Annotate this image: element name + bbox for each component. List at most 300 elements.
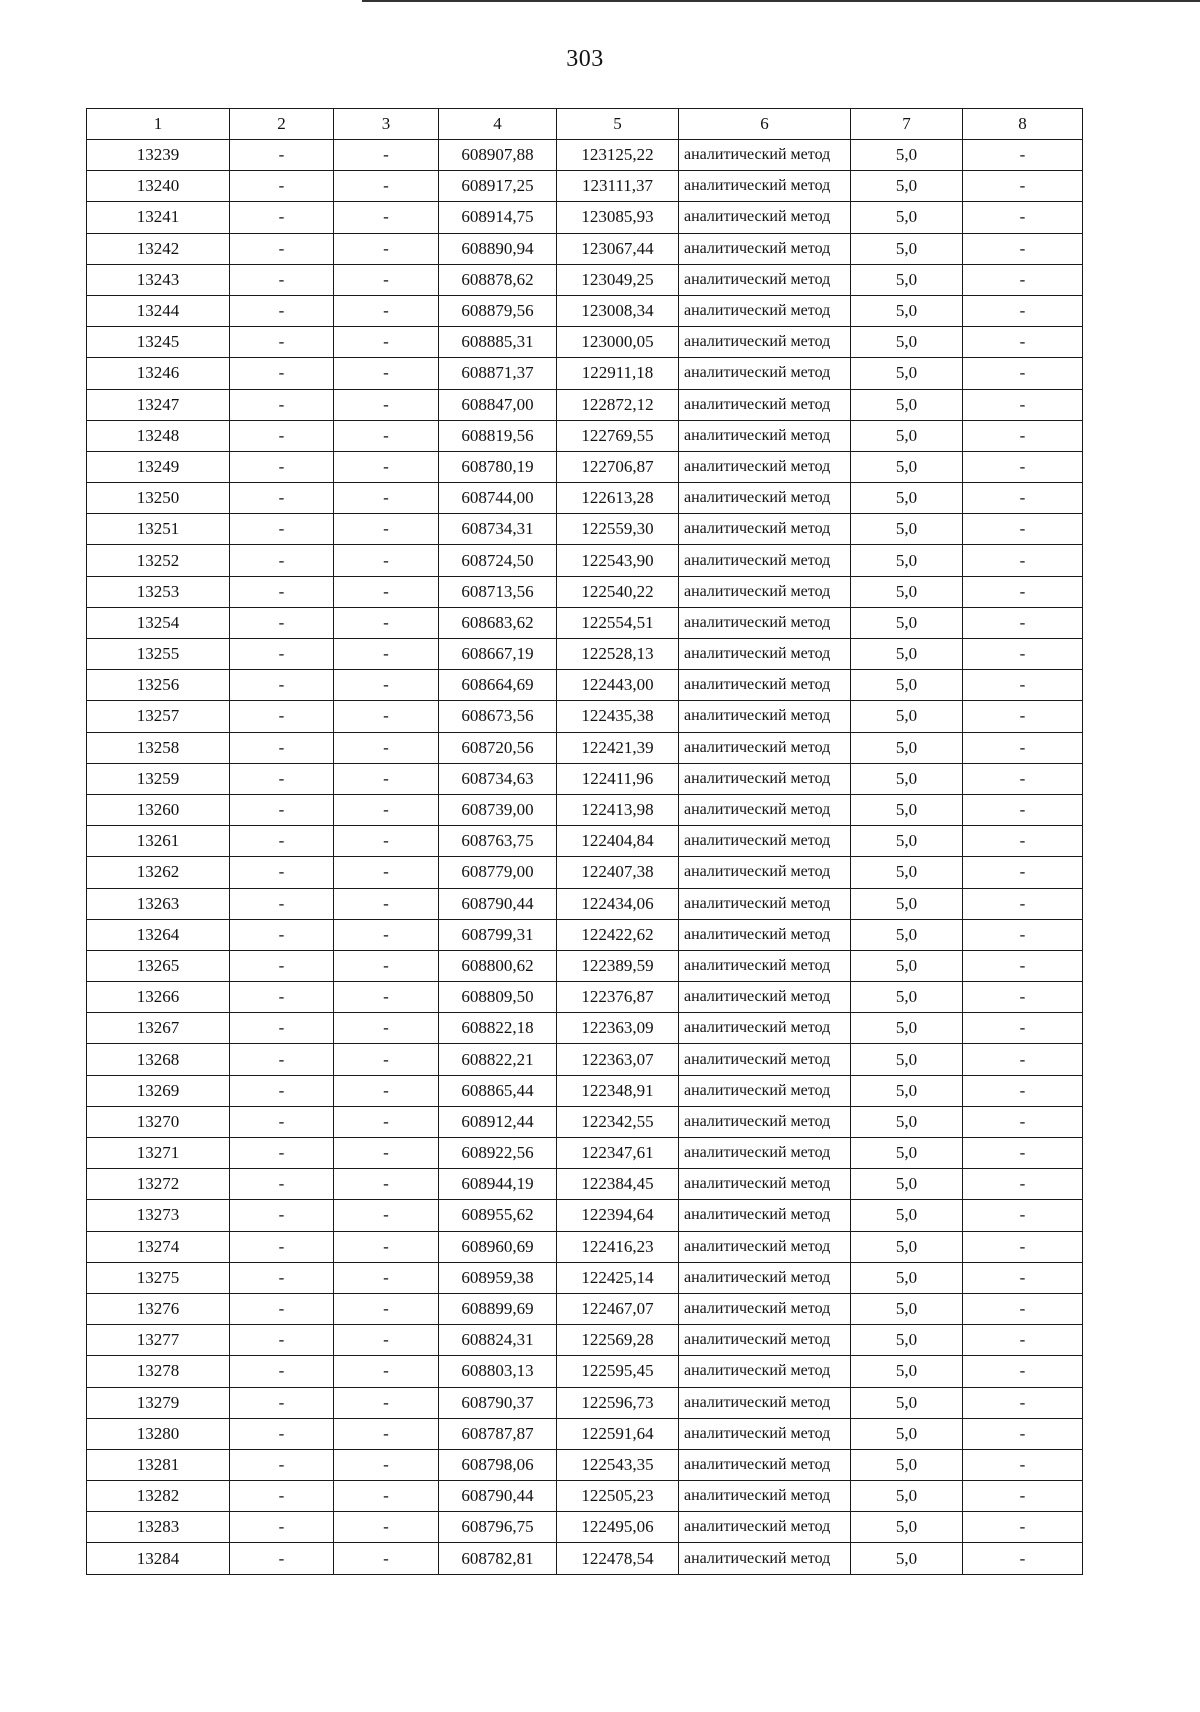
method-cell: аналитический метод bbox=[679, 982, 851, 1013]
col8-cell: - bbox=[963, 358, 1083, 389]
col2-cell: - bbox=[230, 1387, 334, 1418]
col8-cell: - bbox=[963, 1231, 1083, 1262]
method-cell: аналитический метод bbox=[679, 1231, 851, 1262]
method-cell: аналитический метод bbox=[679, 1481, 851, 1512]
method-cell: аналитический метод bbox=[679, 1106, 851, 1137]
coord-x-cell: 608673,56 bbox=[439, 701, 557, 732]
coord-y-cell: 123000,05 bbox=[557, 327, 679, 358]
table-row bbox=[87, 1543, 1083, 1574]
method-cell: аналитический метод bbox=[679, 1356, 851, 1387]
table-row bbox=[87, 1387, 1083, 1418]
point-number-cell: 13261 bbox=[87, 826, 230, 857]
col3-cell: - bbox=[334, 1075, 439, 1106]
coord-x-cell: 608739,00 bbox=[439, 794, 557, 825]
col2-cell: - bbox=[230, 1418, 334, 1449]
col8-cell: - bbox=[963, 1106, 1083, 1137]
col2-cell: - bbox=[230, 295, 334, 326]
col8-cell: - bbox=[963, 826, 1083, 857]
coord-y-cell: 122505,23 bbox=[557, 1481, 679, 1512]
method-cell: аналитический метод bbox=[679, 140, 851, 171]
col2-cell: - bbox=[230, 1356, 334, 1387]
col3-cell: - bbox=[334, 1418, 439, 1449]
coord-y-cell: 122467,07 bbox=[557, 1293, 679, 1324]
col3-cell: - bbox=[334, 1044, 439, 1075]
point-number-cell: 13242 bbox=[87, 233, 230, 264]
col8-cell: - bbox=[963, 950, 1083, 981]
accuracy-cell: 5,0 bbox=[851, 1075, 963, 1106]
accuracy-cell: 5,0 bbox=[851, 1418, 963, 1449]
table-row bbox=[87, 545, 1083, 576]
method-cell: аналитический метод bbox=[679, 794, 851, 825]
coord-x-cell: 608847,00 bbox=[439, 389, 557, 420]
table-body bbox=[87, 109, 1083, 1575]
table-row bbox=[87, 732, 1083, 763]
table-row bbox=[87, 1449, 1083, 1480]
point-number-cell: 13283 bbox=[87, 1512, 230, 1543]
accuracy-cell: 5,0 bbox=[851, 358, 963, 389]
method-cell: аналитический метод bbox=[679, 1387, 851, 1418]
coord-y-cell: 122706,87 bbox=[557, 451, 679, 482]
col3-cell: - bbox=[334, 982, 439, 1013]
col2-cell: - bbox=[230, 670, 334, 701]
point-number-cell: 13271 bbox=[87, 1138, 230, 1169]
coord-y-cell: 122384,45 bbox=[557, 1169, 679, 1200]
coord-x-cell: 608885,31 bbox=[439, 327, 557, 358]
method-cell: аналитический метод bbox=[679, 202, 851, 233]
coord-x-cell: 608787,87 bbox=[439, 1418, 557, 1449]
method-cell: аналитический метод bbox=[679, 514, 851, 545]
col3-cell: - bbox=[334, 514, 439, 545]
col3-cell: - bbox=[334, 639, 439, 670]
col3-cell: - bbox=[334, 140, 439, 171]
top-border-line bbox=[362, 0, 1200, 2]
col2-cell: - bbox=[230, 982, 334, 1013]
accuracy-cell: 5,0 bbox=[851, 826, 963, 857]
table-row bbox=[87, 701, 1083, 732]
point-number-cell: 13241 bbox=[87, 202, 230, 233]
table-row bbox=[87, 1293, 1083, 1324]
coord-y-cell: 122363,09 bbox=[557, 1013, 679, 1044]
table-row bbox=[87, 639, 1083, 670]
header-cell: 8 bbox=[963, 109, 1083, 140]
coord-y-cell: 123049,25 bbox=[557, 264, 679, 295]
table-row bbox=[87, 1106, 1083, 1137]
col8-cell: - bbox=[963, 140, 1083, 171]
table-row bbox=[87, 826, 1083, 857]
col2-cell: - bbox=[230, 1231, 334, 1262]
coord-x-cell: 608912,44 bbox=[439, 1106, 557, 1137]
col8-cell: - bbox=[963, 420, 1083, 451]
col3-cell: - bbox=[334, 327, 439, 358]
accuracy-cell: 5,0 bbox=[851, 763, 963, 794]
accuracy-cell: 5,0 bbox=[851, 264, 963, 295]
accuracy-cell: 5,0 bbox=[851, 794, 963, 825]
col3-cell: - bbox=[334, 1106, 439, 1137]
method-cell: аналитический метод bbox=[679, 1293, 851, 1324]
accuracy-cell: 5,0 bbox=[851, 950, 963, 981]
accuracy-cell: 5,0 bbox=[851, 327, 963, 358]
coord-y-cell: 122413,98 bbox=[557, 794, 679, 825]
coord-x-cell: 608683,62 bbox=[439, 607, 557, 638]
col8-cell: - bbox=[963, 701, 1083, 732]
col8-cell: - bbox=[963, 1075, 1083, 1106]
method-cell: аналитический метод bbox=[679, 327, 851, 358]
table-row bbox=[87, 670, 1083, 701]
col3-cell: - bbox=[334, 1387, 439, 1418]
coord-x-cell: 608790,44 bbox=[439, 1481, 557, 1512]
coord-y-cell: 122443,00 bbox=[557, 670, 679, 701]
coord-y-cell: 122595,45 bbox=[557, 1356, 679, 1387]
col8-cell: - bbox=[963, 1169, 1083, 1200]
col2-cell: - bbox=[230, 389, 334, 420]
coord-x-cell: 608960,69 bbox=[439, 1231, 557, 1262]
accuracy-cell: 5,0 bbox=[851, 607, 963, 638]
col8-cell: - bbox=[963, 233, 1083, 264]
coord-x-cell: 608790,44 bbox=[439, 888, 557, 919]
point-number-cell: 13270 bbox=[87, 1106, 230, 1137]
col3-cell: - bbox=[334, 1512, 439, 1543]
point-number-cell: 13264 bbox=[87, 919, 230, 950]
table-row bbox=[87, 1044, 1083, 1075]
accuracy-cell: 5,0 bbox=[851, 1356, 963, 1387]
method-cell: аналитический метод bbox=[679, 670, 851, 701]
col8-cell: - bbox=[963, 295, 1083, 326]
coord-x-cell: 608798,06 bbox=[439, 1449, 557, 1480]
table-row bbox=[87, 420, 1083, 451]
col3-cell: - bbox=[334, 1169, 439, 1200]
table-row bbox=[87, 763, 1083, 794]
coord-y-cell: 122425,14 bbox=[557, 1262, 679, 1293]
accuracy-cell: 5,0 bbox=[851, 670, 963, 701]
col2-cell: - bbox=[230, 1044, 334, 1075]
col3-cell: - bbox=[334, 826, 439, 857]
method-cell: аналитический метод bbox=[679, 483, 851, 514]
method-cell: аналитический метод bbox=[679, 1262, 851, 1293]
col8-cell: - bbox=[963, 1543, 1083, 1574]
point-number-cell: 13268 bbox=[87, 1044, 230, 1075]
point-number-cell: 13255 bbox=[87, 639, 230, 670]
table-row bbox=[87, 1262, 1083, 1293]
coord-y-cell: 122348,91 bbox=[557, 1075, 679, 1106]
method-cell: аналитический метод bbox=[679, 1013, 851, 1044]
col3-cell: - bbox=[334, 389, 439, 420]
accuracy-cell: 5,0 bbox=[851, 1231, 963, 1262]
method-cell: аналитический метод bbox=[679, 1138, 851, 1169]
col8-cell: - bbox=[963, 763, 1083, 794]
point-number-cell: 13272 bbox=[87, 1169, 230, 1200]
coord-y-cell: 122404,84 bbox=[557, 826, 679, 857]
coord-y-cell: 122416,23 bbox=[557, 1231, 679, 1262]
point-number-cell: 13280 bbox=[87, 1418, 230, 1449]
col3-cell: - bbox=[334, 794, 439, 825]
coord-x-cell: 608871,37 bbox=[439, 358, 557, 389]
point-number-cell: 13253 bbox=[87, 576, 230, 607]
coord-y-cell: 123111,37 bbox=[557, 171, 679, 202]
point-number-cell: 13244 bbox=[87, 295, 230, 326]
col8-cell: - bbox=[963, 1262, 1083, 1293]
col2-cell: - bbox=[230, 1013, 334, 1044]
point-number-cell: 13274 bbox=[87, 1231, 230, 1262]
method-cell: аналитический метод bbox=[679, 639, 851, 670]
coord-y-cell: 123008,34 bbox=[557, 295, 679, 326]
table-row bbox=[87, 483, 1083, 514]
col8-cell: - bbox=[963, 327, 1083, 358]
table-row bbox=[87, 233, 1083, 264]
point-number-cell: 13279 bbox=[87, 1387, 230, 1418]
col3-cell: - bbox=[334, 1013, 439, 1044]
col8-cell: - bbox=[963, 1449, 1083, 1480]
coord-y-cell: 122422,62 bbox=[557, 919, 679, 950]
point-number-cell: 13265 bbox=[87, 950, 230, 981]
coord-x-cell: 608890,94 bbox=[439, 233, 557, 264]
method-cell: аналитический метод bbox=[679, 1325, 851, 1356]
accuracy-cell: 5,0 bbox=[851, 233, 963, 264]
accuracy-cell: 5,0 bbox=[851, 1293, 963, 1324]
col2-cell: - bbox=[230, 545, 334, 576]
col2-cell: - bbox=[230, 763, 334, 794]
accuracy-cell: 5,0 bbox=[851, 1543, 963, 1574]
col2-cell: - bbox=[230, 140, 334, 171]
col3-cell: - bbox=[334, 1200, 439, 1231]
header-cell: 3 bbox=[334, 109, 439, 140]
coord-x-cell: 608819,56 bbox=[439, 420, 557, 451]
col3-cell: - bbox=[334, 888, 439, 919]
coord-x-cell: 608713,56 bbox=[439, 576, 557, 607]
col8-cell: - bbox=[963, 483, 1083, 514]
point-number-cell: 13284 bbox=[87, 1543, 230, 1574]
coord-y-cell: 122613,28 bbox=[557, 483, 679, 514]
accuracy-cell: 5,0 bbox=[851, 1169, 963, 1200]
method-cell: аналитический метод bbox=[679, 950, 851, 981]
method-cell: аналитический метод bbox=[679, 545, 851, 576]
col3-cell: - bbox=[334, 451, 439, 482]
point-number-cell: 13259 bbox=[87, 763, 230, 794]
coord-y-cell: 122596,73 bbox=[557, 1387, 679, 1418]
coord-y-cell: 122347,61 bbox=[557, 1138, 679, 1169]
col8-cell: - bbox=[963, 1293, 1083, 1324]
coord-x-cell: 608879,56 bbox=[439, 295, 557, 326]
accuracy-cell: 5,0 bbox=[851, 732, 963, 763]
accuracy-cell: 5,0 bbox=[851, 389, 963, 420]
col8-cell: - bbox=[963, 607, 1083, 638]
method-cell: аналитический метод bbox=[679, 233, 851, 264]
col2-cell: - bbox=[230, 1200, 334, 1231]
col2-cell: - bbox=[230, 826, 334, 857]
point-number-cell: 13260 bbox=[87, 794, 230, 825]
coord-x-cell: 608822,21 bbox=[439, 1044, 557, 1075]
method-cell: аналитический метод bbox=[679, 732, 851, 763]
table-row bbox=[87, 264, 1083, 295]
col3-cell: - bbox=[334, 1293, 439, 1324]
col8-cell: - bbox=[963, 1512, 1083, 1543]
coord-y-cell: 122543,90 bbox=[557, 545, 679, 576]
accuracy-cell: 5,0 bbox=[851, 1325, 963, 1356]
coord-y-cell: 122421,39 bbox=[557, 732, 679, 763]
coord-y-cell: 122543,35 bbox=[557, 1449, 679, 1480]
col8-cell: - bbox=[963, 202, 1083, 233]
col2-cell: - bbox=[230, 732, 334, 763]
coord-x-cell: 608796,75 bbox=[439, 1512, 557, 1543]
col2-cell: - bbox=[230, 701, 334, 732]
header-cell: 5 bbox=[557, 109, 679, 140]
accuracy-cell: 5,0 bbox=[851, 1262, 963, 1293]
accuracy-cell: 5,0 bbox=[851, 639, 963, 670]
col3-cell: - bbox=[334, 763, 439, 794]
col3-cell: - bbox=[334, 233, 439, 264]
table-row bbox=[87, 389, 1083, 420]
coord-y-cell: 122342,55 bbox=[557, 1106, 679, 1137]
table-row bbox=[87, 1481, 1083, 1512]
coord-y-cell: 122495,06 bbox=[557, 1512, 679, 1543]
accuracy-cell: 5,0 bbox=[851, 202, 963, 233]
col2-cell: - bbox=[230, 171, 334, 202]
point-number-cell: 13269 bbox=[87, 1075, 230, 1106]
col2-cell: - bbox=[230, 420, 334, 451]
col2-cell: - bbox=[230, 576, 334, 607]
table-row bbox=[87, 140, 1083, 171]
accuracy-cell: 5,0 bbox=[851, 1449, 963, 1480]
col8-cell: - bbox=[963, 451, 1083, 482]
header-cell: 2 bbox=[230, 109, 334, 140]
col2-cell: - bbox=[230, 888, 334, 919]
header-cell: 4 bbox=[439, 109, 557, 140]
coord-x-cell: 608803,13 bbox=[439, 1356, 557, 1387]
point-number-cell: 13252 bbox=[87, 545, 230, 576]
table-row bbox=[87, 171, 1083, 202]
accuracy-cell: 5,0 bbox=[851, 576, 963, 607]
point-number-cell: 13267 bbox=[87, 1013, 230, 1044]
table-row bbox=[87, 1200, 1083, 1231]
point-number-cell: 13249 bbox=[87, 451, 230, 482]
table-row bbox=[87, 358, 1083, 389]
point-number-cell: 13256 bbox=[87, 670, 230, 701]
col8-cell: - bbox=[963, 982, 1083, 1013]
accuracy-cell: 5,0 bbox=[851, 1138, 963, 1169]
col8-cell: - bbox=[963, 794, 1083, 825]
method-cell: аналитический метод bbox=[679, 763, 851, 794]
coord-y-cell: 122911,18 bbox=[557, 358, 679, 389]
method-cell: аналитический метод bbox=[679, 919, 851, 950]
point-number-cell: 13258 bbox=[87, 732, 230, 763]
coord-x-cell: 608734,31 bbox=[439, 514, 557, 545]
coord-x-cell: 608782,81 bbox=[439, 1543, 557, 1574]
col8-cell: - bbox=[963, 514, 1083, 545]
table-row bbox=[87, 576, 1083, 607]
point-number-cell: 13263 bbox=[87, 888, 230, 919]
col2-cell: - bbox=[230, 483, 334, 514]
method-cell: аналитический метод bbox=[679, 1543, 851, 1574]
col2-cell: - bbox=[230, 202, 334, 233]
header-cell: 6 bbox=[679, 109, 851, 140]
col2-cell: - bbox=[230, 1449, 334, 1480]
coord-x-cell: 608744,00 bbox=[439, 483, 557, 514]
col3-cell: - bbox=[334, 670, 439, 701]
accuracy-cell: 5,0 bbox=[851, 1106, 963, 1137]
col2-cell: - bbox=[230, 358, 334, 389]
coord-x-cell: 608959,38 bbox=[439, 1262, 557, 1293]
method-cell: аналитический метод bbox=[679, 264, 851, 295]
table-row bbox=[87, 1418, 1083, 1449]
col8-cell: - bbox=[963, 1325, 1083, 1356]
col8-cell: - bbox=[963, 171, 1083, 202]
coord-x-cell: 608865,44 bbox=[439, 1075, 557, 1106]
col2-cell: - bbox=[230, 607, 334, 638]
coord-y-cell: 122554,51 bbox=[557, 607, 679, 638]
col8-cell: - bbox=[963, 576, 1083, 607]
method-cell: аналитический метод bbox=[679, 701, 851, 732]
table-row bbox=[87, 794, 1083, 825]
col8-cell: - bbox=[963, 264, 1083, 295]
coord-y-cell: 122411,96 bbox=[557, 763, 679, 794]
col8-cell: - bbox=[963, 1044, 1083, 1075]
coord-y-cell: 122872,12 bbox=[557, 389, 679, 420]
col3-cell: - bbox=[334, 202, 439, 233]
coord-x-cell: 608790,37 bbox=[439, 1387, 557, 1418]
col2-cell: - bbox=[230, 264, 334, 295]
col2-cell: - bbox=[230, 1512, 334, 1543]
point-number-cell: 13262 bbox=[87, 857, 230, 888]
col3-cell: - bbox=[334, 576, 439, 607]
coord-y-cell: 122435,38 bbox=[557, 701, 679, 732]
coord-y-cell: 122769,55 bbox=[557, 420, 679, 451]
col3-cell: - bbox=[334, 171, 439, 202]
coord-y-cell: 122540,22 bbox=[557, 576, 679, 607]
table-row bbox=[87, 950, 1083, 981]
table-row bbox=[87, 1138, 1083, 1169]
method-cell: аналитический метод bbox=[679, 389, 851, 420]
accuracy-cell: 5,0 bbox=[851, 888, 963, 919]
accuracy-cell: 5,0 bbox=[851, 1512, 963, 1543]
col3-cell: - bbox=[334, 732, 439, 763]
method-cell: аналитический метод bbox=[679, 1449, 851, 1480]
method-cell: аналитический метод bbox=[679, 1512, 851, 1543]
col8-cell: - bbox=[963, 888, 1083, 919]
col2-cell: - bbox=[230, 1075, 334, 1106]
method-cell: аналитический метод bbox=[679, 1075, 851, 1106]
coord-y-cell: 122528,13 bbox=[557, 639, 679, 670]
coord-x-cell: 608720,56 bbox=[439, 732, 557, 763]
point-number-cell: 13251 bbox=[87, 514, 230, 545]
col2-cell: - bbox=[230, 1481, 334, 1512]
col2-cell: - bbox=[230, 1138, 334, 1169]
coord-x-cell: 608822,18 bbox=[439, 1013, 557, 1044]
col2-cell: - bbox=[230, 514, 334, 545]
col3-cell: - bbox=[334, 1138, 439, 1169]
point-number-cell: 13240 bbox=[87, 171, 230, 202]
coord-x-cell: 608763,75 bbox=[439, 826, 557, 857]
accuracy-cell: 5,0 bbox=[851, 982, 963, 1013]
coord-x-cell: 608780,19 bbox=[439, 451, 557, 482]
coord-y-cell: 122376,87 bbox=[557, 982, 679, 1013]
col3-cell: - bbox=[334, 857, 439, 888]
point-number-cell: 13277 bbox=[87, 1325, 230, 1356]
coord-x-cell: 608664,69 bbox=[439, 670, 557, 701]
accuracy-cell: 5,0 bbox=[851, 420, 963, 451]
col3-cell: - bbox=[334, 1543, 439, 1574]
coord-y-cell: 122394,64 bbox=[557, 1200, 679, 1231]
method-cell: аналитический метод bbox=[679, 420, 851, 451]
col2-cell: - bbox=[230, 327, 334, 358]
table-header-row bbox=[87, 109, 1083, 140]
col2-cell: - bbox=[230, 857, 334, 888]
col8-cell: - bbox=[963, 545, 1083, 576]
accuracy-cell: 5,0 bbox=[851, 1044, 963, 1075]
method-cell: аналитический метод bbox=[679, 888, 851, 919]
coord-y-cell: 122407,38 bbox=[557, 857, 679, 888]
accuracy-cell: 5,0 bbox=[851, 140, 963, 171]
col2-cell: - bbox=[230, 919, 334, 950]
coord-x-cell: 608734,63 bbox=[439, 763, 557, 794]
